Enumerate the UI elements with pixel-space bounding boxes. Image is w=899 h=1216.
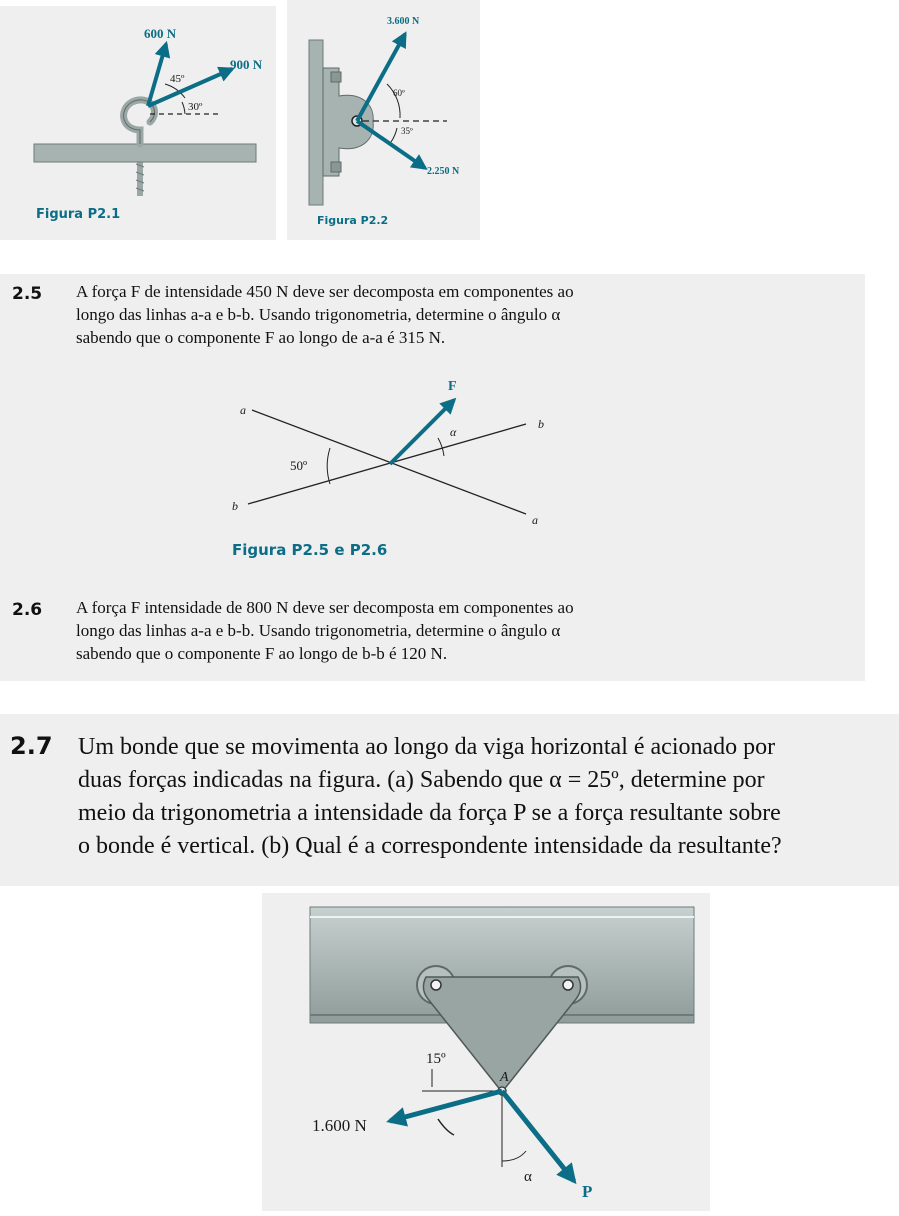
line-label-b-left: b [232, 499, 238, 513]
figure-p2-1-diagram [0, 6, 276, 240]
problem-text-line: duas forças indicadas na figura. (a) Sabendo que α = 25º, determine por [78, 767, 765, 793]
figure-p2-7-diagram [262, 893, 710, 1211]
figure-caption: Figura P2.1 [36, 207, 121, 222]
figure-p2-1-panel [0, 6, 276, 240]
line-label-a-top: a [240, 403, 246, 417]
figure-caption: Figura P2.5 e P2.6 [232, 541, 388, 559]
problem-text-line: Um bonde que se movimenta ao longo da viga horizontal é acionado por [78, 734, 776, 760]
line-label-b-right: b [538, 417, 544, 431]
force-label-2250: 2.250 N [427, 166, 460, 177]
force-label-600: 600 N [144, 26, 177, 41]
problem-number: 2.7 [10, 732, 53, 760]
force-arrow-3600 [357, 34, 405, 121]
figure-p2-5-diagram [200, 374, 580, 534]
problem-number: 2.6 [12, 600, 43, 620]
force-label-1600: 1.600 N [312, 1116, 367, 1135]
problem-text-line: sabendo que o componente F ao longo de a-a é 315 N. [76, 328, 446, 347]
figure-caption: Figura P2.2 [317, 214, 389, 227]
force-arrow-600 [148, 44, 166, 106]
figure-p2-2-panel [287, 0, 480, 240]
force-label-3600: 3.600 N [387, 16, 420, 27]
angle-label-45: 45º [170, 73, 185, 85]
wall [309, 40, 323, 205]
problem-text-line: longo das linhas a-a e b-b. Usando trigonometria, determine o ângulo α [76, 305, 561, 324]
figure-p2-2-diagram [287, 0, 480, 240]
angle-label-alpha: α [524, 1169, 532, 1185]
force-label-900: 900 N [230, 57, 263, 72]
angle-label-35: 35º [401, 126, 413, 136]
angle-label-alpha: α [450, 425, 457, 439]
problem-text-line: meio da trigonometria a intensidade da força P se a força resultante sobre [78, 800, 781, 826]
problem-number: 2.5 [12, 284, 43, 304]
force-arrow-1600 [390, 1091, 502, 1121]
angle-label-60: 60º [393, 88, 405, 98]
force-label-p: P [582, 1182, 593, 1201]
angle-label-30: 30º [188, 101, 203, 113]
figure-p2-7-panel [262, 893, 710, 1211]
problem-text-line: A força F de intensidade 450 N deve ser decomposta em componentes ao [76, 282, 574, 301]
force-arrow-2250 [357, 121, 425, 168]
angle-label-50: 50º [290, 458, 308, 473]
line-label-a-bottom: a [532, 513, 538, 527]
surface-plate [34, 144, 256, 162]
problems-2-5-2-6-panel [0, 274, 865, 681]
bracket [323, 68, 373, 176]
problem-text-line: sabendo que o componente F ao longo de b-b é 120 N. [76, 644, 448, 663]
point-label-a: A [500, 1070, 509, 1085]
problem-2-7-panel [0, 714, 899, 886]
problem-text-line: A força F intensidade de 800 N deve ser decomposta em componentes ao [76, 598, 574, 617]
force-arrow-p [502, 1091, 574, 1181]
problem-text-line: longo das linhas a-a e b-b. Usando trigonometria, determine o ângulo α [76, 621, 561, 640]
force-label-f: F [448, 379, 457, 394]
angle-label-15: 15º [426, 1051, 446, 1067]
problem-text-line: o bonde é vertical. (b) Qual é a correspondente intensidade da resultante? [78, 833, 782, 859]
